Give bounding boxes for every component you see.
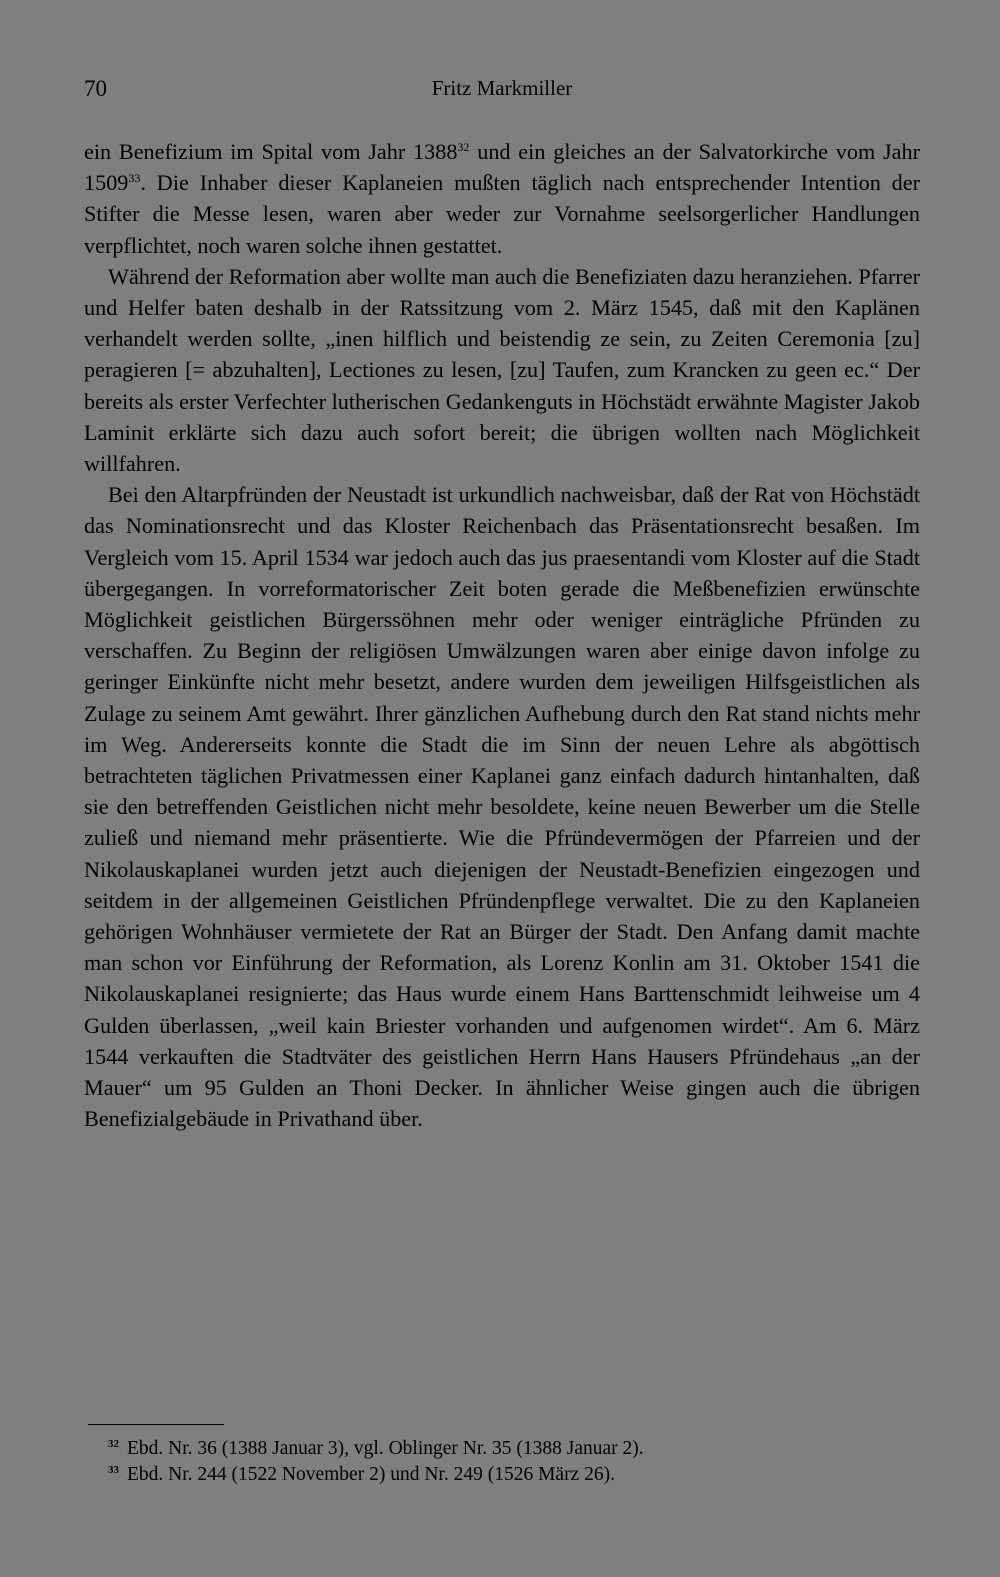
page-header xyxy=(84,76,920,110)
footnote-mark: 33 xyxy=(108,1464,119,1476)
page-number: 70 xyxy=(84,76,107,101)
footnote-text: Ebd. Nr. 244 (1522 November 2) und Nr. 249 (1526 März 26). xyxy=(127,1464,615,1485)
paragraph-1-part-3: . Die Inhaber dieser Kaplaneien mußten täglich nach entsprechender Intention der Stifter die Messe lesen, waren aber weder zur Vornahme seelsorgerlicher Handlungen verpflichtet, noch waren solche ihnen gestattet. xyxy=(84,170,920,258)
footnote-text: Ebd. Nr. 36 (1388 Januar 3), vgl. Oblinger Nr. 35 (1388 Januar 2). xyxy=(127,1438,644,1459)
paragraph-2: Während der Reformation aber wollte man auch die Benefiziaten dazu heranziehen. Pfarrer und Helfer baten deshalb in der Ratssitzung vom 2. März 1545, daß mit den Kaplänen verhandelt werden sollte, „inen hilflich und beistendig ze sein, zu Zeiten Ceremonia [zu] peragieren [= abzuhalten], Lectiones zu lesen, [zu] Taufen, zum Krancken zu geen ec.“ Der bereits als erster Verfechter lutherischen Gedankenguts in Höchstädt erwähnte Magister Jakob Laminit erklärte sich dazu auch sofort bereit; die übrigen wollten nach Möglichkeit willfahren. xyxy=(84,263,920,477)
running-head-author: Fritz Markmiller xyxy=(431,76,573,100)
footnote-32 xyxy=(108,1436,908,1462)
paragraph-1 xyxy=(84,136,920,261)
footnote-33 xyxy=(108,1462,908,1488)
footnotes xyxy=(108,1436,908,1488)
paragraph-1-part-1: ein Benefizium im Spital vom Jahr 1388 xyxy=(84,139,458,164)
footnote-separator xyxy=(88,1424,224,1425)
footnote-ref-33[interactable]: 33 xyxy=(128,171,141,186)
paragraph-3: Bei den Altarpfründen der Neustadt ist urkundlich nachweisbar, daß der Rat von Höchstädt das Nominationsrecht und das Kloster Reichenbach das Präsentationsrecht besaßen. Im Vergleich vom 15. April 1534 war jedoch auch das jus praesentandi vom Kloster auf die Stadt übergegangen. In vorreformatorischer Zeit boten gerade die Meßbenefizien erwünschte Möglichkeit geistlichen Bürgerssöhnen mehr oder weniger einträgliche Pfründen zu verschaffen. Zu Beginn der religiösen Umwälzungen waren aber einige davon infolge zu geringer Einkünfte nicht mehr besetzt, andere wurden dem jeweiligen Hilfsgeistlichen als Zulage zu seinem Amt gewährt. Ihrer gänzlichen Aufhebung durch den Rat stand nichts mehr im Weg. Andererseits konnte die Stadt die im Sinn der neuen Lehre als abgöttisch betrachteten täglichen Privatmessen einer Kaplanei ganz einfach dadurch hintanhalten, daß sie den betreffenden Geistlichen nicht mehr besoldete, keine neuen Bewerber um die Stelle zuließ und niemand mehr präsentierte. Wie die Pfründevermögen der Pfarreien und der Nikolauskaplanei wurden jetzt auch diejenigen der Neustadt-Benefizien eingezogen und seitdem in der allgemeinen Geistlichen Pfründenpflege verwaltet. Die zu den Kaplaneien gehörigen Wohnhäuser vermietete der Rat an Bürger der Stadt. Den Anfang damit machte man schon vor Einführung der Reformation, als Lorenz Konlin am 31. Oktober 1541 die Nikolauskaplanei resignierte; das Haus wurde einem Hans Barttenschmidt leihweise um 4 Gulden überlassen, „weil kain Briester vorhanden und aufgenomen wirdet“. Am 6. März 1544 verkauften die Stadtväter des geistlichen Herrn Hans Hausers Pfründehaus „an der Mauer“ um 95 Gulden an Thoni Decker. In ähnlicher Weise gingen auch die übrigen Benefizialgebäude in Privathand über. xyxy=(84,482,920,1132)
main-text xyxy=(84,136,920,1135)
paragraph-1-part-2: und ein gleiches an der Salvatorkirche vom Jahr 1509 xyxy=(84,139,920,196)
footnote-ref-32[interactable]: 32 xyxy=(457,140,470,154)
footnote-mark: 32 xyxy=(108,1438,119,1450)
